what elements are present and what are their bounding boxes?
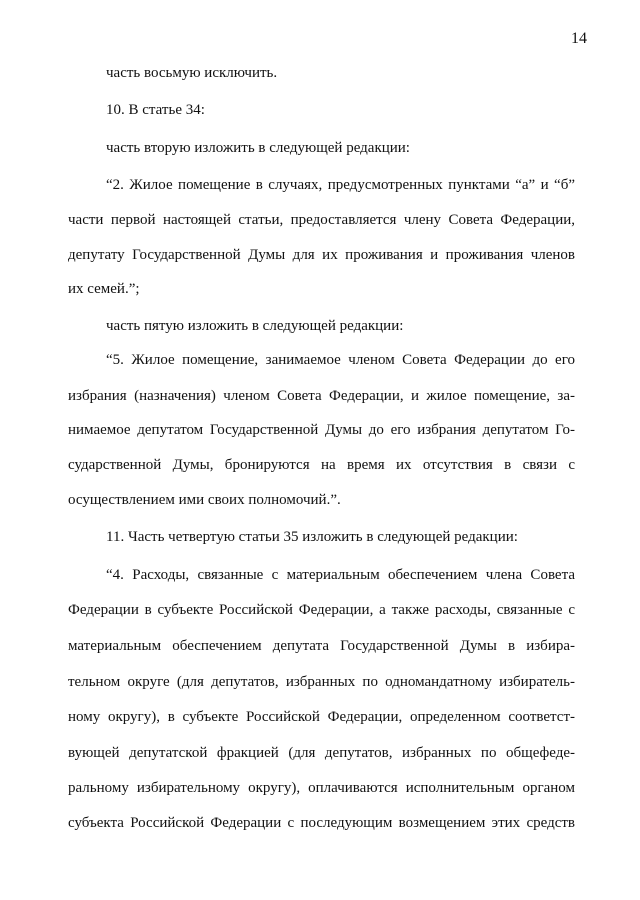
text-line: часть восьмую исключить.	[106, 65, 278, 81]
text-line: ральному избирательному округу), оплачиваются исполнительным органом	[68, 780, 575, 796]
text-line: 10. В статье 34:	[106, 102, 205, 118]
text-line: ному округу), в субъекте Российской Федерации, определенном соответст-	[68, 709, 575, 725]
text-line: нимаемое депутатом Государственной Думы до его избрания депутатом Го-	[68, 422, 575, 438]
text-line: осуществлением ими своих полномочий.”.	[68, 492, 341, 508]
text-line: “4. Расходы, связанные с материальным обеспечением члена Совета	[106, 567, 575, 583]
text-line: вующей депутатской фракцией (для депутатов, избранных по общефеде-	[68, 745, 575, 761]
text-line: материальным обеспечением депутата Государственной Думы в избира-	[68, 638, 575, 654]
text-line: их семей.”;	[68, 281, 140, 297]
text-line: части первой настоящей статьи, предоставляется члену Совета Федерации,	[68, 212, 575, 228]
text-line: субъекта Российской Федерации с последующим возмещением этих средств	[68, 815, 575, 831]
text-line: депутату Государственной Думы для их проживания и проживания членов	[68, 247, 575, 263]
text-line: избрания (назначения) членом Совета Федерации, и жилое помещение, за-	[68, 388, 575, 404]
text-line: “2. Жилое помещение в случаях, предусмотренных пунктами “а” и “б”	[106, 177, 575, 193]
text-line: сударственной Думы, бронируются на время их отсутствия в связи с	[68, 457, 575, 473]
text-line: “5. Жилое помещение, занимаемое членом Совета Федерации до его	[106, 352, 575, 368]
text-line: часть пятую изложить в следующей редакции:	[106, 318, 404, 334]
text-line: Федерации в субъекте Российской Федерации, а также расходы, связанные с	[68, 602, 575, 618]
text-line: тельном округе (для депутатов, избранных по одномандатному избиратель-	[68, 674, 575, 690]
text-line: часть вторую изложить в следующей редакции:	[106, 140, 410, 156]
text-line: 11. Часть четвертую статьи 35 изложить в следующей редакции:	[106, 529, 518, 545]
page-number: 14	[571, 30, 587, 47]
